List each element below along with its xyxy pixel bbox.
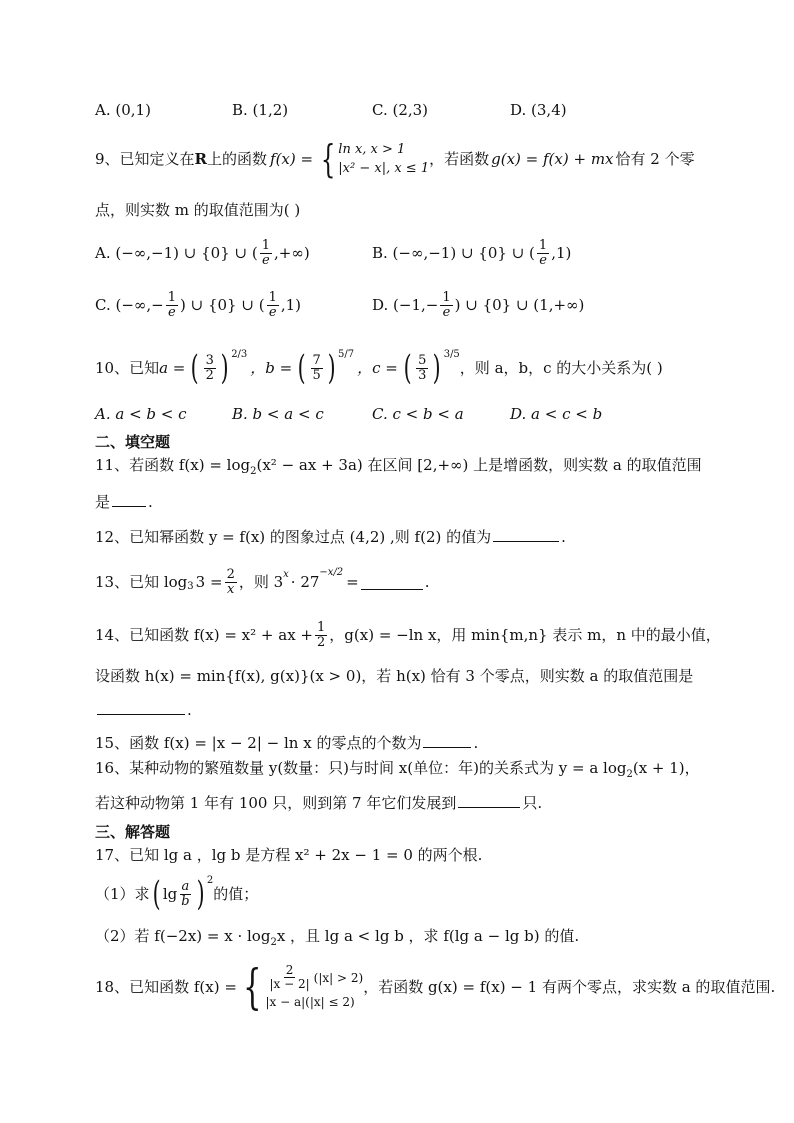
q15-answer-blank [423,733,471,748]
q11-log-base: 2 [250,466,257,477]
q10-a-num: 3 [205,352,214,368]
q11-tail: (x² − ax + 3a) 在区间 [2,+∞) 上是增函数，则实数 a 的取值范围 [256,456,702,474]
q11-line2-text: 是 [95,493,111,511]
q9-option-c [95,287,301,323]
q18-case1-num: 2 [285,963,294,977]
q13-eq: = [346,573,359,591]
q17-part2-head: （2）若 f(−2x) = x · log [95,927,271,945]
q12-stem: 12、已知幂函数 y = f(x) 的图象过点 (4,2) ,则 f(2) 的值为 . [95,528,566,546]
section-answer-title: 三、解答题 [95,823,171,841]
q10-c-den: 3 [418,367,427,383]
q13-suffix: ，则 3 [238,573,284,591]
q10-b-den: 5 [312,367,321,383]
q17-part1-den: b [181,893,190,909]
q9-fx: f(x) = [270,150,314,168]
q8-option-d: D. (3,4) [510,101,567,119]
q18-case2: |x − a|(|x| ≤ 2) [265,995,355,1009]
q9-cases [338,140,429,178]
q9-option-c-tail: ,1) [280,296,302,314]
q14-suffix: ，g(x) = −ln x，用 min{m,n} 表示 m，n 中的最小值， [329,626,721,644]
q13-exp1: x [283,569,289,580]
q10-c-num: 5 [418,352,427,368]
q9-suffix: 恰有 2 个零 [615,150,695,168]
q9-option-d-frac: $\frac{1}{e}$ [442,289,451,320]
q10-a-label: a = [159,359,186,377]
q9-option-d-head: D. (−1,− [372,296,439,314]
q18-case1-den: |x − 2| [269,977,310,991]
q9-option-c-head: C. (−∞,− [95,296,164,314]
q9-option-a-tail: ,+∞) [274,244,310,262]
q10-a-exp: 2/3 [231,349,248,360]
q10-stem: 10、已知 a = ( $\frac{3}{2}$ ) 2/3 ，b = ( $\frac{7}{5}$ ) 5/7 ，c = ( $\frac{5}{3}$ ) 3/5 ，则 a，b，c 的大小关系为( ) [95,348,663,388]
q14-prefix: 14、已知函数 f(x) = x² + ax + [95,626,313,644]
q9-line2: 点，则实数 m 的取值范围为( ) [95,201,301,219]
q14-num: 1 [317,619,326,635]
q16-answer-blank [458,793,520,808]
q16-head: 16、某种动物的繁殖数量 y(数量：只)与时间 x(单位：年)的关系式为 y = a log [95,759,627,777]
q13-num: 2 [226,566,235,582]
q17-part1-prefix: （1）求 [95,885,150,903]
q15-text: 15、函数 f(x) = |x − 2| − ln x 的零点的个数为 [95,734,422,752]
q10-b-exp: 5/7 [338,349,355,360]
q13-exp2: −x/2 [319,567,344,578]
q17-part1-lg: lg [162,885,178,903]
q11-head: 11、若函数 f(x) = log [95,456,251,474]
q10-option-b: B. b < a < c [232,405,324,423]
q11-line2: 是 . [95,493,153,511]
q16-line2-text: 若这种动物第 1 年有 100 只，则到第 7 年它们发展到 [95,794,457,812]
q9-gx: g(x) = f(x) + mx [491,150,614,168]
q13-stem: 13、已知 log 3 3 = $\frac{2}{x}$ ，则 3 x · 27 −x/2 = . [95,566,430,597]
q17-part1-suffix: 的值； [213,885,259,903]
q10-prefix: 10、已知 [95,359,160,377]
q9-stem [95,138,695,180]
q9-option-c-mid: ) ∪ {0} ∪ ( [180,296,265,314]
q11-answer-blank [112,492,146,507]
q9-option-c-frac2: $\frac{1}{e}$ [268,289,277,320]
q9-prefix: 9、已知定义在 [95,150,195,168]
q13-log-base: 3 [187,581,194,592]
q17-part2 [95,926,579,948]
q10-c-exp: 3/5 [443,349,460,360]
q12-answer-blank [493,527,559,542]
q16-tail: (x + 1)， [632,759,700,777]
q10-option-c: C. c < b < a [372,405,464,423]
q14-line1 [95,617,721,653]
q11-line1 [95,455,702,477]
q13-mid2: · 27 [290,573,320,591]
q17-part1: （1）求 ( lg $\frac{a}{b}$ ) 2 的值； [95,874,259,914]
q17-part1-num: a [181,878,190,894]
q17-part2-tail: x ，且 lg a < lg b ，求 f(lg a − lg b) 的值. [276,927,580,945]
q10-option-a: A. a < b < c [95,405,187,423]
q10-b-num: 7 [312,352,321,368]
q9-mid2: ，若函数 [429,150,490,168]
q14-line2: 设函数 h(x) = min{f(x), g(x)}(x > 0)，若 h(x) 恰有 3 个零点，则实数 a 的取值范围是 [95,667,694,685]
q15-stem: 15、函数 f(x) = |x − 2| − ln x 的零点的个数为 . [95,734,479,752]
q16-log-base: 2 [626,769,633,780]
q18-case1-cond: (|x| > 2) [313,970,364,985]
q10-option-d: D. a < c < b [510,405,603,423]
q17-part2-log-base: 2 [270,937,277,948]
q14-line3: . [95,700,192,720]
q9-option-b-head: B. (−∞,−1) ∪ {0} ∪ ( [372,244,535,262]
q14-answer-blank [97,700,185,715]
q18-prefix: 18、已知函数 f(x) = [95,978,237,996]
q18-cases [265,964,363,1010]
q18-brace: { [243,959,262,1015]
q9-option-a [95,235,310,271]
q9-option-b [372,235,571,271]
q10-b-label: ，b = [250,359,293,377]
q13-prefix: 13、已知 log [95,573,188,591]
q9-mid1: 上的函数 [207,150,268,168]
q9-real-set: R [194,150,208,168]
q9-option-c-frac1: $\frac{1}{e}$ [167,289,177,320]
q9-option-a-frac: $\frac{1}{e}$ [261,237,270,268]
q9-option-d-tail: ) ∪ {0} ∪ (1,+∞) [454,296,585,314]
q12-text: 12、已知幂函数 y = f(x) 的图象过点 (4,2) ,则 f(2) 的值为 [95,528,492,546]
q16-line2 [95,793,542,813]
q9-case1: ln x, x > 1 [338,142,406,157]
section-fill-in-title: 二、填空题 [95,433,171,451]
q18-stem [95,960,775,1014]
q9-case2: |x² − x|, x ≤ 1 [338,161,430,176]
q10-suffix: ，则 a，b，c 的大小关系为( ) [459,359,663,377]
q8-option-a: A. (0,1) [95,101,151,119]
q9-option-d [372,287,584,323]
q16-line1 [95,758,700,780]
q8-option-b: B. (1,2) [232,101,289,119]
q13-mid: 3 = [195,573,223,591]
q17-part1-exp: 2 [206,875,214,886]
q9-option-b-frac: $\frac{1}{e}$ [538,237,548,268]
q9-option-a-head: A. (−∞,−1) ∪ {0} ∪ ( [95,244,258,262]
q17-stem: 17、已知 lg a ，lg b 是方程 x² + 2x − 1 = 0 的两个根. [95,846,483,864]
q10-a-den: 2 [205,367,214,383]
q13-den: x [227,581,235,597]
q13-answer-blank [361,575,423,590]
q9-brace: { [320,137,336,181]
q14-den: 2 [317,634,326,650]
q9-option-b-tail: ,1) [551,244,572,262]
q10-c-label: ，c = [357,359,398,377]
q16-line2-tail: 只. [522,794,543,812]
q18-suffix: ，若函数 g(x) = f(x) − 1 有两个零点，求实数 a 的取值范围. [363,978,776,996]
q8-option-c: C. (2,3) [372,101,429,119]
